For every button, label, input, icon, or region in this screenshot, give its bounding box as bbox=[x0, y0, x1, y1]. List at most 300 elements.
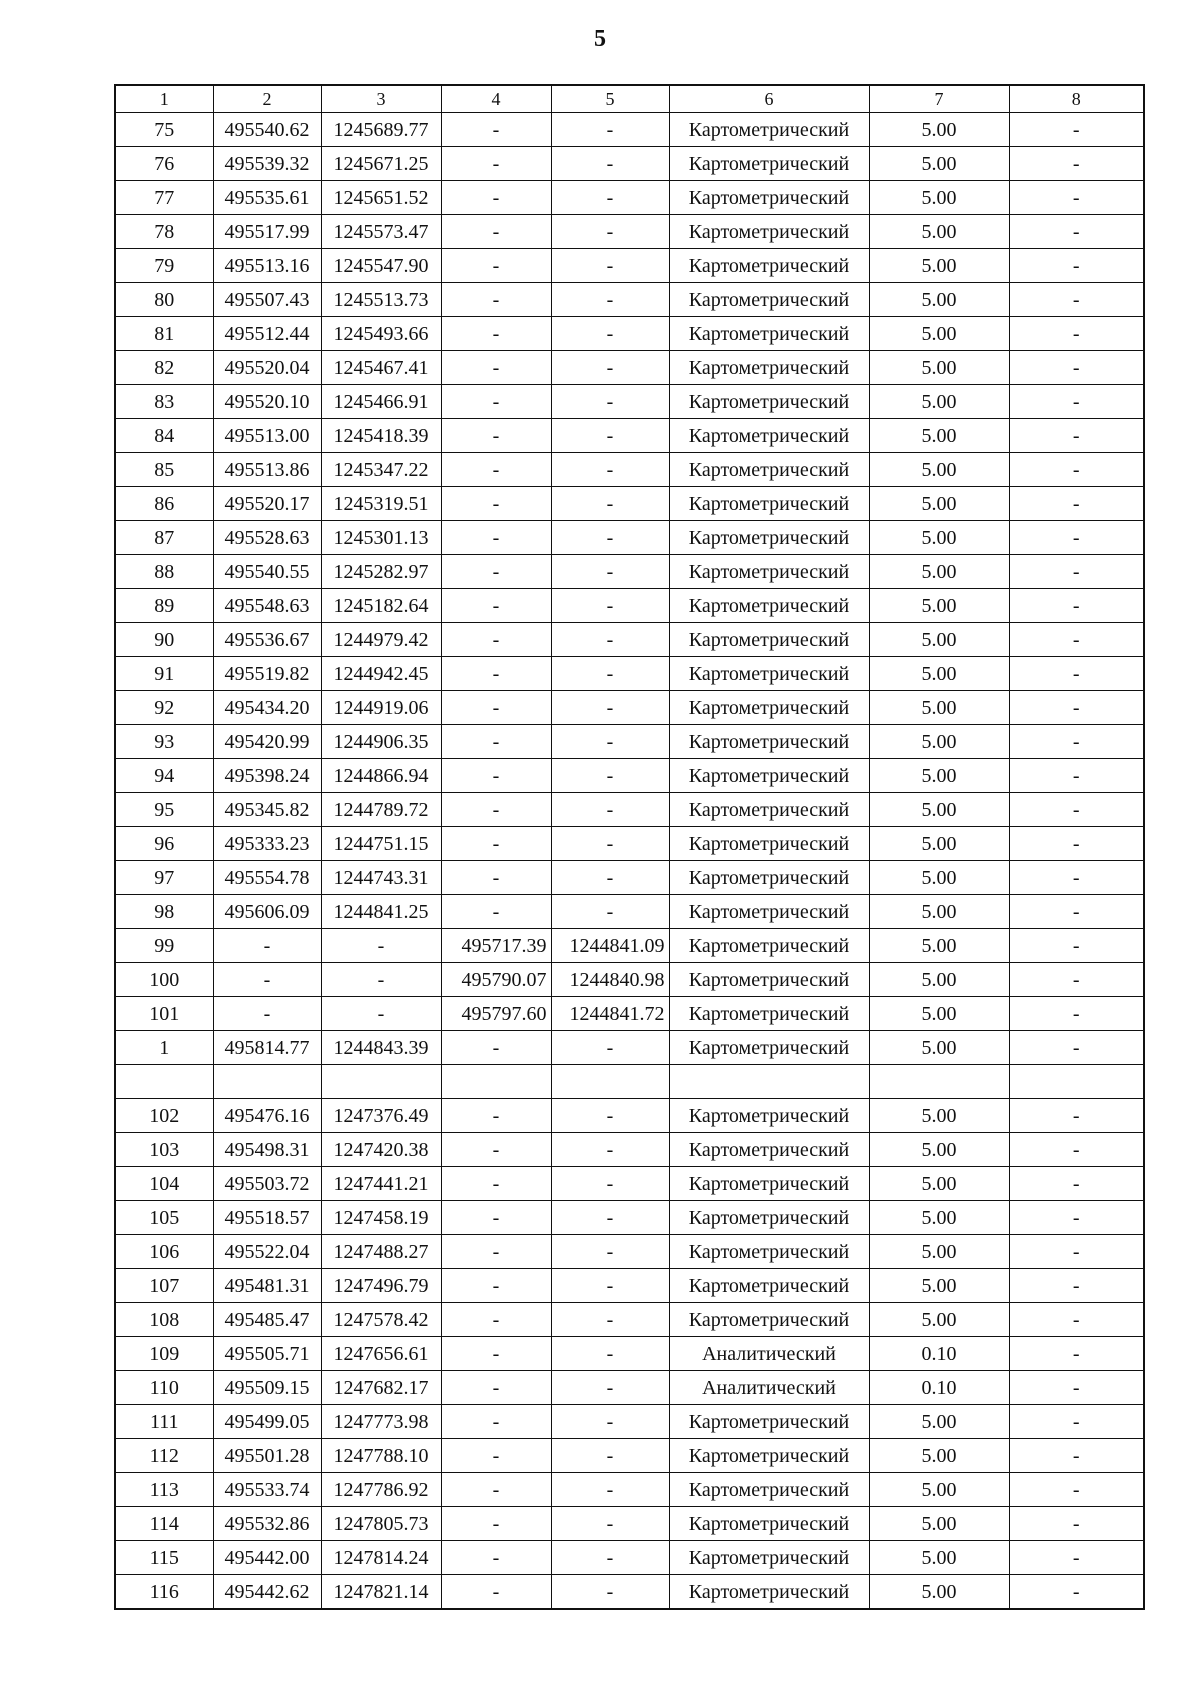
table-cell-col-3: 1247788.10 bbox=[321, 1439, 441, 1473]
table-cell-col-4: - bbox=[441, 1099, 551, 1133]
table-cell-col-3: 1247773.98 bbox=[321, 1405, 441, 1439]
table-row bbox=[115, 589, 1144, 623]
table-cell-col-1: 84 bbox=[115, 419, 213, 453]
table-cell-col-6: Картометрический bbox=[669, 1473, 869, 1507]
table-cell-col-6: Картометрический bbox=[669, 929, 869, 963]
table-cell-col-4: - bbox=[441, 1439, 551, 1473]
table-cell-col-5: - bbox=[551, 1507, 669, 1541]
table-cell-col-3: 1247420.38 bbox=[321, 1133, 441, 1167]
table-cell-col-6: Картометрический bbox=[669, 1099, 869, 1133]
table-cell-col-8: - bbox=[1009, 1337, 1144, 1371]
table-row bbox=[115, 1133, 1144, 1167]
table-cell-col-2: 495507.43 bbox=[213, 283, 321, 317]
table-cell-col-4: - bbox=[441, 1575, 551, 1610]
table-row bbox=[115, 1099, 1144, 1133]
table-cell-col-8: - bbox=[1009, 623, 1144, 657]
table-cell-col-5: - bbox=[551, 419, 669, 453]
table-cell-col-1: 77 bbox=[115, 181, 213, 215]
table-cell-col-7: 5.00 bbox=[869, 419, 1009, 453]
table-cell-col-3: 1247488.27 bbox=[321, 1235, 441, 1269]
table-cell-col-7: 5.00 bbox=[869, 657, 1009, 691]
table-cell-col-5: - bbox=[551, 827, 669, 861]
table-cell-col-3: 1245418.39 bbox=[321, 419, 441, 453]
table-cell-col-3: 1247821.14 bbox=[321, 1575, 441, 1610]
table-cell-col-4: - bbox=[441, 419, 551, 453]
table-cell-col-4: - bbox=[441, 657, 551, 691]
table-cell-col-5: - bbox=[551, 317, 669, 351]
table-cell-col-6: Картометрический bbox=[669, 725, 869, 759]
table-row bbox=[115, 623, 1144, 657]
table-cell-col-5: - bbox=[551, 555, 669, 589]
table-cell-col-7: 5.00 bbox=[869, 1405, 1009, 1439]
table-cell-col-7 bbox=[869, 1065, 1009, 1099]
table-cell-col-8: - bbox=[1009, 1575, 1144, 1610]
table-cell-col-1: 111 bbox=[115, 1405, 213, 1439]
table-cell-col-7: 5.00 bbox=[869, 1575, 1009, 1610]
table-cell-col-5: - bbox=[551, 1405, 669, 1439]
table-cell-col-1: 109 bbox=[115, 1337, 213, 1371]
table-cell-col-5: - bbox=[551, 1099, 669, 1133]
table-cell-col-4: - bbox=[441, 1473, 551, 1507]
table-cell-col-2: 495536.67 bbox=[213, 623, 321, 657]
table-cell-col-8: - bbox=[1009, 589, 1144, 623]
column-header-8: 8 bbox=[1009, 85, 1144, 113]
table-cell-col-5: - bbox=[551, 691, 669, 725]
table-row bbox=[115, 1065, 1144, 1099]
table-cell-col-4: - bbox=[441, 385, 551, 419]
table-cell-col-4: - bbox=[441, 1507, 551, 1541]
table-cell-col-4: - bbox=[441, 1235, 551, 1269]
table-cell-col-3: 1244841.25 bbox=[321, 895, 441, 929]
table-cell-col-7: 5.00 bbox=[869, 1133, 1009, 1167]
table-cell-col-6: Картометрический bbox=[669, 1201, 869, 1235]
table-cell-col-6 bbox=[669, 1065, 869, 1099]
table-cell-col-6: Картометрический bbox=[669, 861, 869, 895]
table-row bbox=[115, 317, 1144, 351]
table-cell-col-6: Картометрический bbox=[669, 1133, 869, 1167]
table-cell-col-2: 495485.47 bbox=[213, 1303, 321, 1337]
table-cell-col-1: 92 bbox=[115, 691, 213, 725]
table-body bbox=[115, 113, 1144, 1610]
table-cell-col-1: 106 bbox=[115, 1235, 213, 1269]
table-row bbox=[115, 521, 1144, 555]
table-cell-col-5: - bbox=[551, 725, 669, 759]
table-cell-col-2: 495345.82 bbox=[213, 793, 321, 827]
table-cell-col-8: - bbox=[1009, 827, 1144, 861]
table-cell-col-6: Картометрический bbox=[669, 521, 869, 555]
table-cell-col-8: - bbox=[1009, 1371, 1144, 1405]
table-cell-col-3: 1245466.91 bbox=[321, 385, 441, 419]
table-cell-col-6: Картометрический bbox=[669, 1303, 869, 1337]
table-cell-col-1: 102 bbox=[115, 1099, 213, 1133]
table-cell-col-3: 1245513.73 bbox=[321, 283, 441, 317]
table-cell-col-8: - bbox=[1009, 861, 1144, 895]
table-cell-col-7: 0.10 bbox=[869, 1371, 1009, 1405]
table-cell-col-3: 1244919.06 bbox=[321, 691, 441, 725]
table-row bbox=[115, 1507, 1144, 1541]
table-cell-col-6: Картометрический bbox=[669, 317, 869, 351]
table-cell-col-8: - bbox=[1009, 419, 1144, 453]
table-cell-col-2 bbox=[213, 1065, 321, 1099]
table-cell-col-1: 98 bbox=[115, 895, 213, 929]
table-cell-col-7: 5.00 bbox=[869, 147, 1009, 181]
table-row bbox=[115, 1541, 1144, 1575]
table-cell-col-8: - bbox=[1009, 147, 1144, 181]
table-cell-col-4: - bbox=[441, 351, 551, 385]
table-cell-col-5: - bbox=[551, 1371, 669, 1405]
table-cell-col-8: - bbox=[1009, 351, 1144, 385]
table-cell-col-3: 1244942.45 bbox=[321, 657, 441, 691]
table-cell-col-5: - bbox=[551, 623, 669, 657]
table-cell-col-2: 495520.10 bbox=[213, 385, 321, 419]
table-cell-col-7: 5.00 bbox=[869, 249, 1009, 283]
table-cell-col-8: - bbox=[1009, 759, 1144, 793]
table-cell-col-2: 495517.99 bbox=[213, 215, 321, 249]
table-cell-col-5: - bbox=[551, 249, 669, 283]
table-cell-col-5: - bbox=[551, 453, 669, 487]
table-cell-col-7: 5.00 bbox=[869, 317, 1009, 351]
table-cell-col-4: - bbox=[441, 317, 551, 351]
table-cell-col-8: - bbox=[1009, 1235, 1144, 1269]
table-cell-col-1: 1 bbox=[115, 1031, 213, 1065]
table-cell-col-6: Картометрический bbox=[669, 623, 869, 657]
table-cell-col-8: - bbox=[1009, 555, 1144, 589]
table-cell-col-1: 80 bbox=[115, 283, 213, 317]
table-cell-col-5: - bbox=[551, 793, 669, 827]
table-cell-col-3: 1245182.64 bbox=[321, 589, 441, 623]
table-cell-col-2: 495420.99 bbox=[213, 725, 321, 759]
table-cell-col-8: - bbox=[1009, 453, 1144, 487]
table-row bbox=[115, 1167, 1144, 1201]
table-cell-col-4: 495790.07 bbox=[441, 963, 551, 997]
table-cell-col-2: 495540.62 bbox=[213, 113, 321, 147]
table-cell-col-8: - bbox=[1009, 1405, 1144, 1439]
table-cell-col-7: 5.00 bbox=[869, 1439, 1009, 1473]
table-cell-col-2: - bbox=[213, 963, 321, 997]
table-cell-col-8: - bbox=[1009, 181, 1144, 215]
column-header-3: 3 bbox=[321, 85, 441, 113]
table-cell-col-1: 90 bbox=[115, 623, 213, 657]
table-cell-col-2: 495333.23 bbox=[213, 827, 321, 861]
table-row bbox=[115, 555, 1144, 589]
table-cell-col-8: - bbox=[1009, 793, 1144, 827]
table-cell-col-4: - bbox=[441, 181, 551, 215]
table-cell-col-3: 1244906.35 bbox=[321, 725, 441, 759]
table-cell-col-8 bbox=[1009, 1065, 1144, 1099]
table-cell-col-4: - bbox=[441, 725, 551, 759]
table-cell-col-4: - bbox=[441, 759, 551, 793]
table-cell-col-5: - bbox=[551, 283, 669, 317]
table-cell-col-6: Картометрический bbox=[669, 1507, 869, 1541]
table-cell-col-7: 5.00 bbox=[869, 181, 1009, 215]
table-cell-col-2: 495522.04 bbox=[213, 1235, 321, 1269]
table-cell-col-3: 1245301.13 bbox=[321, 521, 441, 555]
table-cell-col-7: 5.00 bbox=[869, 1269, 1009, 1303]
table-cell-col-8: - bbox=[1009, 657, 1144, 691]
table-cell-col-8: - bbox=[1009, 1099, 1144, 1133]
table-cell-col-6: Картометрический bbox=[669, 1167, 869, 1201]
table-cell-col-3: 1247458.19 bbox=[321, 1201, 441, 1235]
table-cell-col-3 bbox=[321, 1065, 441, 1099]
table-cell-col-1: 82 bbox=[115, 351, 213, 385]
table-cell-col-8: - bbox=[1009, 1269, 1144, 1303]
table-cell-col-7: 5.00 bbox=[869, 215, 1009, 249]
table-cell-col-4: - bbox=[441, 113, 551, 147]
table-row bbox=[115, 1235, 1144, 1269]
table-cell-col-6: Картометрический bbox=[669, 113, 869, 147]
table-cell-col-4: - bbox=[441, 487, 551, 521]
table-cell-col-2: 495519.82 bbox=[213, 657, 321, 691]
table-cell-col-5: - bbox=[551, 215, 669, 249]
table-cell-col-5: 1244840.98 bbox=[551, 963, 669, 997]
table-cell-col-3: 1245347.22 bbox=[321, 453, 441, 487]
table-cell-col-7: 5.00 bbox=[869, 521, 1009, 555]
table-cell-col-7: 5.00 bbox=[869, 385, 1009, 419]
table-cell-col-2: 495535.61 bbox=[213, 181, 321, 215]
table-cell-col-3: 1244743.31 bbox=[321, 861, 441, 895]
table-cell-col-7: 5.00 bbox=[869, 691, 1009, 725]
table-cell-col-6: Картометрический bbox=[669, 385, 869, 419]
table-cell-col-7: 5.00 bbox=[869, 1507, 1009, 1541]
table-row bbox=[115, 725, 1144, 759]
table-cell-col-5: - bbox=[551, 351, 669, 385]
table-cell-col-5 bbox=[551, 1065, 669, 1099]
table-cell-col-2: 495554.78 bbox=[213, 861, 321, 895]
table-cell-col-7: 5.00 bbox=[869, 1031, 1009, 1065]
table-cell-col-5: 1244841.72 bbox=[551, 997, 669, 1031]
table-cell-col-2: 495518.57 bbox=[213, 1201, 321, 1235]
column-header-4: 4 bbox=[441, 85, 551, 113]
column-header-2: 2 bbox=[213, 85, 321, 113]
table-cell-col-4: - bbox=[441, 1031, 551, 1065]
table-cell-col-6: Аналитический bbox=[669, 1371, 869, 1405]
table-cell-col-8: - bbox=[1009, 1133, 1144, 1167]
table-cell-col-1: 83 bbox=[115, 385, 213, 419]
table-cell-col-4: - bbox=[441, 555, 551, 589]
table-cell-col-1: 113 bbox=[115, 1473, 213, 1507]
table-cell-col-2: 495398.24 bbox=[213, 759, 321, 793]
table-cell-col-6: Картометрический bbox=[669, 181, 869, 215]
table-cell-col-2: 495606.09 bbox=[213, 895, 321, 929]
table-cell-col-3: 1245493.66 bbox=[321, 317, 441, 351]
table-cell-col-4: - bbox=[441, 1337, 551, 1371]
table-cell-col-1: 76 bbox=[115, 147, 213, 181]
table-cell-col-3: 1247496.79 bbox=[321, 1269, 441, 1303]
table-row bbox=[115, 827, 1144, 861]
table-cell-col-7: 5.00 bbox=[869, 1541, 1009, 1575]
table-cell-col-2: 495814.77 bbox=[213, 1031, 321, 1065]
table-cell-col-6: Картометрический bbox=[669, 1575, 869, 1610]
table-cell-col-3: 1247578.42 bbox=[321, 1303, 441, 1337]
table-cell-col-1: 87 bbox=[115, 521, 213, 555]
table-cell-col-6: Картометрический bbox=[669, 759, 869, 793]
table-row bbox=[115, 453, 1144, 487]
table-cell-col-6: Картометрический bbox=[669, 793, 869, 827]
table-cell-col-2: 495501.28 bbox=[213, 1439, 321, 1473]
table-cell-col-4: - bbox=[441, 283, 551, 317]
table-cell-col-4: - bbox=[441, 1133, 551, 1167]
table-cell-col-3: 1245467.41 bbox=[321, 351, 441, 385]
table-cell-col-3: 1245282.97 bbox=[321, 555, 441, 589]
table-cell-col-3: 1247682.17 bbox=[321, 1371, 441, 1405]
table-cell-col-2: 495509.15 bbox=[213, 1371, 321, 1405]
table-cell-col-1: 105 bbox=[115, 1201, 213, 1235]
table-cell-col-4: 495797.60 bbox=[441, 997, 551, 1031]
table-cell-col-7: 5.00 bbox=[869, 793, 1009, 827]
table-cell-col-1: 93 bbox=[115, 725, 213, 759]
table-cell-col-7: 5.00 bbox=[869, 1473, 1009, 1507]
table-cell-col-7: 5.00 bbox=[869, 113, 1009, 147]
table-cell-col-7: 5.00 bbox=[869, 725, 1009, 759]
table-cell-col-5: - bbox=[551, 487, 669, 521]
column-header-1: 1 bbox=[115, 85, 213, 113]
table-cell-col-7: 5.00 bbox=[869, 623, 1009, 657]
table-cell-col-1: 89 bbox=[115, 589, 213, 623]
table-cell-col-7: 5.00 bbox=[869, 555, 1009, 589]
table-cell-col-4: - bbox=[441, 215, 551, 249]
table-cell-col-8: - bbox=[1009, 521, 1144, 555]
table-cell-col-8: - bbox=[1009, 997, 1144, 1031]
table-row bbox=[115, 861, 1144, 895]
table-cell-col-2: 495513.86 bbox=[213, 453, 321, 487]
table-cell-col-8: - bbox=[1009, 691, 1144, 725]
table-cell-col-2: 495476.16 bbox=[213, 1099, 321, 1133]
table-cell-col-2: 495520.04 bbox=[213, 351, 321, 385]
table-cell-col-1: 116 bbox=[115, 1575, 213, 1610]
table-cell-col-2: 495539.32 bbox=[213, 147, 321, 181]
table-row bbox=[115, 1439, 1144, 1473]
table-cell-col-5: - bbox=[551, 1473, 669, 1507]
table-row bbox=[115, 419, 1144, 453]
table-cell-col-8: - bbox=[1009, 1507, 1144, 1541]
table-cell-col-2: 495442.00 bbox=[213, 1541, 321, 1575]
table-cell-col-4: - bbox=[441, 521, 551, 555]
table-cell-col-8: - bbox=[1009, 1031, 1144, 1065]
table-cell-col-8: - bbox=[1009, 385, 1144, 419]
table-cell-col-2: 495513.16 bbox=[213, 249, 321, 283]
table-cell-col-5: - bbox=[551, 1235, 669, 1269]
table-cell-col-2: 495520.17 bbox=[213, 487, 321, 521]
table-cell-col-8: - bbox=[1009, 1473, 1144, 1507]
table-cell-col-7: 5.00 bbox=[869, 1201, 1009, 1235]
table-cell-col-5: - bbox=[551, 1337, 669, 1371]
table-cell-col-3: 1244751.15 bbox=[321, 827, 441, 861]
table-cell-col-5: - bbox=[551, 895, 669, 929]
table-cell-col-2: 495505.71 bbox=[213, 1337, 321, 1371]
table-cell-col-7: 5.00 bbox=[869, 1099, 1009, 1133]
table-cell-col-8: - bbox=[1009, 1541, 1144, 1575]
table-cell-col-2: 495498.31 bbox=[213, 1133, 321, 1167]
table-row bbox=[115, 1201, 1144, 1235]
table-cell-col-1: 104 bbox=[115, 1167, 213, 1201]
table-row bbox=[115, 1303, 1144, 1337]
table-cell-col-1: 88 bbox=[115, 555, 213, 589]
table-row bbox=[115, 1269, 1144, 1303]
table-cell-col-1: 97 bbox=[115, 861, 213, 895]
table-cell-col-6: Картометрический bbox=[669, 657, 869, 691]
table-cell-col-4: - bbox=[441, 1541, 551, 1575]
table-cell-col-8: - bbox=[1009, 1167, 1144, 1201]
table-cell-col-8: - bbox=[1009, 895, 1144, 929]
table-row bbox=[115, 963, 1144, 997]
table-cell-col-3: 1245319.51 bbox=[321, 487, 441, 521]
table-cell-col-6: Картометрический bbox=[669, 147, 869, 181]
table-cell-col-1: 96 bbox=[115, 827, 213, 861]
table-cell-col-1: 103 bbox=[115, 1133, 213, 1167]
table-cell-col-1: 78 bbox=[115, 215, 213, 249]
table-cell-col-6: Картометрический bbox=[669, 249, 869, 283]
table-cell-col-6: Картометрический bbox=[669, 419, 869, 453]
table-cell-col-4 bbox=[441, 1065, 551, 1099]
table-cell-col-7: 5.00 bbox=[869, 283, 1009, 317]
table-cell-col-5: 1244841.09 bbox=[551, 929, 669, 963]
table-cell-col-7: 5.00 bbox=[869, 1167, 1009, 1201]
table-cell-col-3: 1247656.61 bbox=[321, 1337, 441, 1371]
table-cell-col-2: - bbox=[213, 929, 321, 963]
table-cell-col-6: Картометрический bbox=[669, 215, 869, 249]
table-cell-col-1 bbox=[115, 1065, 213, 1099]
table-cell-col-3: 1245651.52 bbox=[321, 181, 441, 215]
table-cell-col-2: 495532.86 bbox=[213, 1507, 321, 1541]
table-cell-col-7: 5.00 bbox=[869, 861, 1009, 895]
table-cell-col-5: - bbox=[551, 589, 669, 623]
table-cell-col-1: 86 bbox=[115, 487, 213, 521]
table-cell-col-6: Картометрический bbox=[669, 1269, 869, 1303]
table-cell-col-4: - bbox=[441, 793, 551, 827]
table-row bbox=[115, 1405, 1144, 1439]
table-cell-col-6: Картометрический bbox=[669, 283, 869, 317]
table-cell-col-1: 107 bbox=[115, 1269, 213, 1303]
table-row bbox=[115, 1473, 1144, 1507]
table-cell-col-4: - bbox=[441, 1303, 551, 1337]
table-cell-col-2: 495533.74 bbox=[213, 1473, 321, 1507]
table-cell-col-1: 112 bbox=[115, 1439, 213, 1473]
table-cell-col-3: 1244979.42 bbox=[321, 623, 441, 657]
table-cell-col-5: - bbox=[551, 1167, 669, 1201]
table-cell-col-2: 495548.63 bbox=[213, 589, 321, 623]
table-cell-col-8: - bbox=[1009, 283, 1144, 317]
column-header-7: 7 bbox=[869, 85, 1009, 113]
table-cell-col-4: - bbox=[441, 1405, 551, 1439]
table-cell-col-2: - bbox=[213, 997, 321, 1031]
table-cell-col-6: Картометрический bbox=[669, 1031, 869, 1065]
table-cell-col-8: - bbox=[1009, 1201, 1144, 1235]
table-row bbox=[115, 793, 1144, 827]
table-cell-col-5: - bbox=[551, 1269, 669, 1303]
table-cell-col-4: - bbox=[441, 147, 551, 181]
table-cell-col-4: - bbox=[441, 861, 551, 895]
table-cell-col-3: 1245547.90 bbox=[321, 249, 441, 283]
table-cell-col-6: Картометрический bbox=[669, 487, 869, 521]
table-cell-col-8: - bbox=[1009, 1303, 1144, 1337]
table-cell-col-7: 5.00 bbox=[869, 453, 1009, 487]
table-cell-col-8: - bbox=[1009, 317, 1144, 351]
table-cell-col-7: 5.00 bbox=[869, 1303, 1009, 1337]
table-cell-col-3: 1245671.25 bbox=[321, 147, 441, 181]
table-cell-col-1: 85 bbox=[115, 453, 213, 487]
table-cell-col-1: 91 bbox=[115, 657, 213, 691]
table-cell-col-6: Картометрический bbox=[669, 453, 869, 487]
table-cell-col-1: 81 bbox=[115, 317, 213, 351]
column-header-5: 5 bbox=[551, 85, 669, 113]
table-row bbox=[115, 283, 1144, 317]
table-cell-col-7: 5.00 bbox=[869, 487, 1009, 521]
table-cell-col-4: - bbox=[441, 827, 551, 861]
table-cell-col-3: 1247814.24 bbox=[321, 1541, 441, 1575]
table-cell-col-6: Аналитический bbox=[669, 1337, 869, 1371]
table-cell-col-5: - bbox=[551, 1439, 669, 1473]
table-cell-col-7: 5.00 bbox=[869, 351, 1009, 385]
